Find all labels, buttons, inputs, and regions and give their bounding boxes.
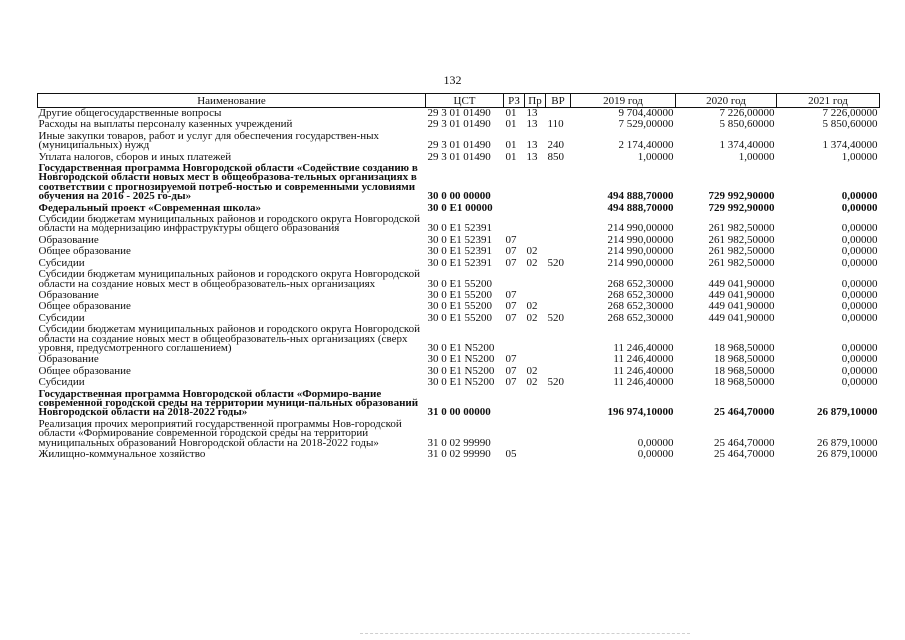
cell-vr xyxy=(546,354,571,365)
cell-rz: 07 xyxy=(505,289,517,301)
cell-y2021: 5 850,60000 xyxy=(822,119,878,131)
cell-pr xyxy=(525,163,546,203)
cell-name: Субсидии xyxy=(38,377,85,389)
cell-rz: 07 xyxy=(505,234,517,246)
cell-name: Субсидии бюджетам муниципальных районов и городского округа Новгородской области на создание новых мест в общеобразователь-ных организациях xyxy=(38,269,420,290)
cell-pr xyxy=(525,389,546,419)
cell-vr xyxy=(546,419,571,449)
cell-y2021: 0,00000 xyxy=(841,257,878,269)
cell-pr: 02 xyxy=(526,312,538,324)
cell-y2021: 0,00000 xyxy=(841,234,878,246)
cell-y2021: 0,00000 xyxy=(841,246,878,258)
header-rz: РЗ xyxy=(504,94,525,108)
page-number: 132 xyxy=(443,73,462,87)
cell-y2021: 0,00000 xyxy=(841,365,878,377)
cell-cst: 30 0 E1 00000 xyxy=(427,202,493,214)
cell-vr: 240 xyxy=(547,139,564,152)
cell-vr xyxy=(546,235,571,246)
cell-y2019: 1,00000 xyxy=(637,151,674,163)
cell-rz: 07 xyxy=(505,246,517,258)
cell-name: Уплата налогов, сборов и иных платежей xyxy=(38,151,232,163)
cell-cst: 31 0 02 99990 xyxy=(427,449,491,460)
cell-y2020: 1 374,40000 xyxy=(719,139,775,152)
cell-y2021: 0,00000 xyxy=(841,190,878,203)
cell-cst: 30 0 E1 52391 xyxy=(427,234,492,246)
cell-name: Субсидии xyxy=(38,257,85,269)
budget-table xyxy=(37,93,880,460)
cell-pr: 02 xyxy=(526,257,538,269)
cell-pr: 13 xyxy=(526,139,538,152)
cell-cst: 30 0 E1 55200 xyxy=(427,289,492,301)
cell-pr xyxy=(525,449,546,460)
cell-y2020: 18 968,50000 xyxy=(714,354,775,366)
cell-pr: 02 xyxy=(526,377,538,389)
cell-name: Общее образование xyxy=(38,246,131,258)
cell-rz: 07 xyxy=(505,377,517,389)
cell-y2019: 9 704,40000 xyxy=(618,107,674,119)
cell-cst: 29 3 01 01490 xyxy=(427,107,491,119)
table-row xyxy=(38,235,880,246)
cell-y2019: 0,00000 xyxy=(637,436,674,449)
cell-pr: 13 xyxy=(526,119,538,131)
cell-cst: 30 0 E1 N5200 xyxy=(427,354,495,366)
cell-y2020: 449 041,90000 xyxy=(708,301,775,313)
cell-y2020: 25 464,70000 xyxy=(714,406,775,419)
cell-y2021: 26 879,10000 xyxy=(817,436,878,449)
table-row xyxy=(38,203,880,214)
cell-pr xyxy=(525,290,546,301)
cell-rz xyxy=(504,389,525,419)
footer-divider xyxy=(360,633,690,635)
cell-y2019: 11 246,40000 xyxy=(613,377,674,389)
table-row xyxy=(38,377,880,388)
cell-y2021: 0,00000 xyxy=(841,354,878,366)
cell-y2019: 11 246,40000 xyxy=(613,365,674,377)
cell-rz: 01 xyxy=(505,139,517,152)
cell-y2019: 268 652,30000 xyxy=(607,289,674,301)
cell-vr xyxy=(546,290,571,301)
cell-y2021: 1 374,40000 xyxy=(822,139,878,152)
cell-name: Реализация прочих мероприятий государственной программы Нов-городской области «Формирование современной городской среды на территории муниципальных образований Новгородской области на 2018-2022 годы» xyxy=(38,418,402,449)
header-vr: ВР xyxy=(546,94,571,108)
cell-pr xyxy=(525,269,546,290)
table-header-row xyxy=(38,94,880,108)
cell-rz xyxy=(504,163,525,203)
cell-y2019: 0,00000 xyxy=(637,449,674,460)
cell-vr: 520 xyxy=(547,257,564,269)
cell-y2020: 1,00000 xyxy=(738,151,775,163)
header-pr: Пр xyxy=(525,94,546,108)
cell-vr xyxy=(546,389,571,419)
cell-cst: 30 0 E1 55200 xyxy=(427,277,492,290)
cell-y2020: 729 992,90000 xyxy=(708,202,775,214)
cell-name: Жилищно-коммунальное хозяйство xyxy=(38,449,206,460)
cell-pr xyxy=(525,214,546,235)
cell-name: Государственная программа Новгородской области «Содействие созданию в Новгородской области новых мест в общеобразова-тельных организациях в соответствии с прогнозируемой потреб-ностью и современными условиями обучения на 2016 - 2025 го-ды» xyxy=(38,163,418,203)
cell-name: Субсидии бюджетам муниципальных районов и городского округа Новгородской области на создание новых мест в общеобразователь-ных организациях (сверх уровня, предусмотренного соглашением) xyxy=(38,324,420,354)
cell-y2021: 1,00000 xyxy=(841,151,878,163)
cell-y2020: 25 464,70000 xyxy=(714,436,775,449)
cell-vr xyxy=(546,301,571,312)
cell-name: Общее образование xyxy=(38,301,131,313)
header-cst: ЦСТ xyxy=(426,94,504,108)
table-row xyxy=(38,366,880,377)
cell-y2019: 2 174,40000 xyxy=(618,139,674,152)
cell-pr xyxy=(525,235,546,246)
cell-vr xyxy=(546,269,571,290)
cell-y2020: 261 982,50000 xyxy=(708,257,775,269)
table-body xyxy=(38,108,880,461)
cell-pr xyxy=(525,354,546,365)
header-name: Наименование xyxy=(38,94,426,108)
cell-cst: 30 0 00 00000 xyxy=(427,190,491,203)
table-row xyxy=(38,389,880,419)
cell-y2020: 5 850,60000 xyxy=(719,119,775,131)
table-row xyxy=(38,269,880,290)
cell-y2020: 18 968,50000 xyxy=(714,365,775,377)
table-row xyxy=(38,354,880,365)
cell-name: Другие общегосударственные вопросы xyxy=(38,107,222,119)
cell-vr: 520 xyxy=(547,377,564,389)
cell-y2019: 7 529,00000 xyxy=(618,119,674,131)
cell-rz xyxy=(504,214,525,235)
cell-vr xyxy=(546,246,571,257)
cell-y2021: 0,00000 xyxy=(841,289,878,301)
header-2021: 2021 год xyxy=(777,94,880,108)
table-row xyxy=(38,301,880,312)
table-row xyxy=(38,419,880,449)
cell-name: Образование xyxy=(38,289,99,301)
cell-y2020: 729 992,90000 xyxy=(708,190,775,203)
cell-y2019: 11 246,40000 xyxy=(613,354,674,366)
table-row xyxy=(38,449,880,460)
cell-y2021: 26 879,10000 xyxy=(817,449,878,460)
table-row xyxy=(38,258,880,269)
cell-name: Иные закупки товаров, работ и услуг для обеспечения государствен-ных (муниципальных) нужд xyxy=(38,130,380,152)
cell-y2020: 18 968,50000 xyxy=(714,377,775,389)
cell-name: Образование xyxy=(38,234,99,246)
cell-pr xyxy=(525,419,546,449)
cell-rz xyxy=(504,203,525,214)
cell-vr xyxy=(546,449,571,460)
table-row xyxy=(38,246,880,257)
cell-rz: 07 xyxy=(505,354,517,366)
cell-rz: 01 xyxy=(505,151,517,163)
cell-y2019: 268 652,30000 xyxy=(607,312,674,324)
cell-rz: 07 xyxy=(505,301,517,313)
cell-vr xyxy=(546,163,571,203)
cell-y2020: 261 982,50000 xyxy=(708,246,775,258)
cell-y2019: 214 990,00000 xyxy=(607,246,674,258)
cell-y2021: 26 879,10000 xyxy=(817,406,878,419)
cell-y2020: 261 982,50000 xyxy=(708,234,775,246)
cell-vr xyxy=(546,203,571,214)
cell-rz: 07 xyxy=(505,365,517,377)
cell-y2019: 196 974,10000 xyxy=(607,406,674,419)
cell-name: Субсидии бюджетам муниципальных районов и городского округа Новгородской области на модернизацию инфраструктуры общего образования xyxy=(38,214,420,235)
cell-y2021: 0,00000 xyxy=(841,277,878,290)
cell-vr: 850 xyxy=(547,151,564,163)
cell-y2021: 0,00000 xyxy=(841,222,878,235)
cell-y2019: 11 246,40000 xyxy=(613,341,674,354)
cell-cst: 30 0 E1 N5200 xyxy=(427,377,495,389)
table-row xyxy=(38,108,880,120)
cell-rz xyxy=(504,419,525,449)
cell-vr xyxy=(546,214,571,235)
cell-name: Общее образование xyxy=(38,365,131,377)
table-row xyxy=(38,313,880,324)
cell-rz xyxy=(504,269,525,290)
cell-pr xyxy=(525,324,546,354)
cell-y2021: 7 226,00000 xyxy=(822,107,878,119)
table-row xyxy=(38,152,880,163)
cell-y2019: 494 888,70000 xyxy=(607,202,674,214)
table-row xyxy=(38,324,880,354)
table-row xyxy=(38,214,880,235)
cell-pr: 02 xyxy=(526,246,538,258)
table-row xyxy=(38,290,880,301)
cell-y2020: 18 968,50000 xyxy=(714,341,775,354)
cell-y2020: 449 041,90000 xyxy=(708,277,775,290)
cell-vr xyxy=(546,366,571,377)
cell-y2021: 0,00000 xyxy=(841,312,878,324)
cell-cst: 30 0 E1 52391 xyxy=(427,246,492,258)
cell-rz xyxy=(504,324,525,354)
cell-cst: 30 0 E1 55200 xyxy=(427,301,492,313)
cell-y2020: 25 464,70000 xyxy=(714,449,775,460)
cell-name: Федеральный проект «Современная школа» xyxy=(38,202,262,214)
cell-vr xyxy=(546,108,571,120)
cell-cst: 30 0 E1 52391 xyxy=(427,257,492,269)
cell-cst: 30 0 E1 N5200 xyxy=(427,365,495,377)
cell-cst: 29 3 01 01490 xyxy=(427,119,491,131)
cell-pr xyxy=(525,203,546,214)
cell-cst: 30 0 E1 55200 xyxy=(427,312,492,324)
cell-y2020: 261 982,50000 xyxy=(708,222,775,235)
cell-rz: 07 xyxy=(505,257,517,269)
cell-name: Образование xyxy=(38,354,99,366)
cell-cst: 29 3 01 01490 xyxy=(427,139,491,152)
cell-y2020: 449 041,90000 xyxy=(708,289,775,301)
cell-name: Расходы на выплаты персоналу казенных учреждений xyxy=(38,119,293,131)
cell-y2020: 449 041,90000 xyxy=(708,312,775,324)
cell-name: Государственная программа Новгородской области «Формиро-вание современной городской среды на территории муници-пальных образований Новгородской области на 2018-2022 годы» xyxy=(38,388,419,419)
cell-y2021: 0,00000 xyxy=(841,341,878,354)
cell-cst: 30 0 E1 52391 xyxy=(427,222,492,235)
header-2019: 2019 год xyxy=(571,94,676,108)
cell-vr: 520 xyxy=(547,312,564,324)
cell-cst: 31 0 02 99990 xyxy=(427,436,491,449)
cell-name: Субсидии xyxy=(38,312,85,324)
cell-y2019: 268 652,30000 xyxy=(607,301,674,313)
cell-y2021: 0,00000 xyxy=(841,202,878,214)
cell-rz: 07 xyxy=(505,312,517,324)
cell-y2019: 494 888,70000 xyxy=(607,190,674,203)
cell-y2020: 7 226,00000 xyxy=(719,107,775,119)
cell-pr: 13 xyxy=(526,151,538,163)
cell-pr: 02 xyxy=(526,301,538,313)
cell-y2021: 0,00000 xyxy=(841,301,878,313)
cell-pr: 02 xyxy=(526,365,538,377)
cell-rz: 05 xyxy=(505,449,517,460)
cell-rz: 01 xyxy=(505,119,517,131)
cell-pr: 13 xyxy=(526,107,538,119)
cell-y2019: 268 652,30000 xyxy=(607,277,674,290)
cell-vr xyxy=(546,324,571,354)
cell-cst: 29 3 01 01490 xyxy=(427,151,491,163)
cell-cst: 30 0 E1 N5200 xyxy=(427,341,495,354)
cell-y2019: 214 990,00000 xyxy=(607,222,674,235)
cell-y2019: 214 990,00000 xyxy=(607,257,674,269)
cell-y2021: 0,00000 xyxy=(841,377,878,389)
table-row xyxy=(38,119,880,130)
header-2020: 2020 год xyxy=(676,94,777,108)
cell-rz: 01 xyxy=(505,107,517,119)
cell-cst: 31 0 00 00000 xyxy=(427,406,491,419)
cell-y2019: 214 990,00000 xyxy=(607,234,674,246)
table-row xyxy=(38,163,880,203)
table-row xyxy=(38,131,880,152)
cell-vr: 110 xyxy=(547,119,564,131)
